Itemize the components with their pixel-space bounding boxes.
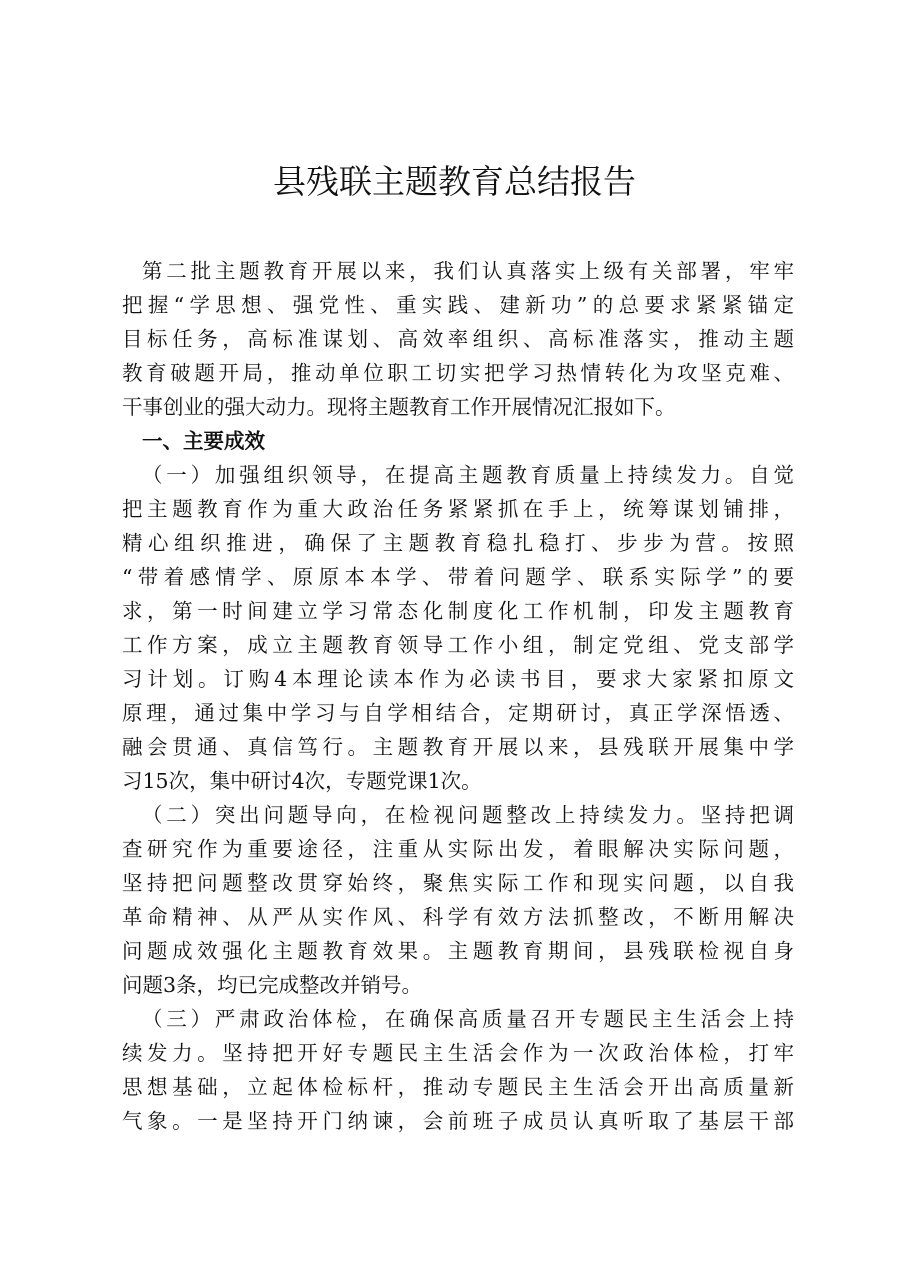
paragraph-line: （三）严肃政治体检，在确保高质量召开专题民主生活会上持: [142, 1007, 794, 1031]
paragraph-line: 续发力。坚持把开好专题民主生活会作为一次政治体检，打牢: [122, 1041, 794, 1065]
paragraph-line: “带着感情学、原原本本学、带着问题学、联系实际学”的要: [122, 565, 794, 589]
paragraph-line: 工作方案，成立主题教育领导工作小组，制定党组、党支部学: [122, 633, 794, 657]
paragraph-line: 习计划。订购4本理论读本作为必读书目，要求大家紧扣原文: [122, 667, 794, 691]
paragraph-line: （二）突出问题导向，在检视问题整改上持续发力。坚持把调: [142, 803, 794, 827]
paragraph-line: 融会贯通、真信笃行。主题教育开展以来，县残联开展集中学: [122, 735, 794, 759]
paragraph-line: 问题成效强化主题教育效果。主题教育期间，县残联检视自身: [122, 939, 794, 963]
paragraph-line: 问题3条，均已完成整改并销号。: [122, 973, 423, 997]
paragraph-line: 求，第一时间建立学习常态化制度化工作机制，印发主题教育: [122, 599, 794, 623]
paragraph-line: 把主题教育作为重大政治任务紧紧抓在手上，统筹谋划铺排，: [122, 497, 794, 521]
paragraph-line: 目标任务，高标准谋划、高效率组织、高标准落实，推动主题: [122, 327, 794, 351]
document-title: 县残联主题教育总结报告: [273, 162, 636, 201]
paragraph-line: 思想基础，立起体检标杆，推动专题民主生活会开出高质量新: [122, 1075, 794, 1099]
paragraph-line: 把握“学思想、强党性、重实践、建新功”的总要求紧紧锚定: [122, 293, 794, 317]
paragraph-line: 精心组织推进，确保了主题教育稳扎稳打、步步为营。按照: [122, 531, 794, 555]
document-body: [122, 254, 822, 1138]
section-heading: 一、主要成效: [142, 429, 265, 453]
paragraph-line: 习15次，集中研讨4次，专题党课1次。: [122, 769, 482, 793]
paragraph-line: 原理，通过集中学习与自学相结合，定期研讨，真正学深悟透、: [122, 701, 794, 725]
paragraph-line: 查研究作为重要途径，注重从实际出发，着眼解决实际问题，: [122, 837, 794, 861]
paragraph-line: 第二批主题教育开展以来，我们认真落实上级有关部署，牢牢: [142, 259, 794, 283]
paragraph-line: 气象。一是坚持开门纳谏，会前班子成员认真听取了基层干部: [122, 1109, 794, 1133]
paragraph-line: （一）加强组织领导，在提高主题教育质量上持续发力。自觉: [142, 463, 794, 487]
paragraph-line: 坚持把问题整改贯穿始终，聚焦实际工作和现实问题，以自我: [122, 871, 794, 895]
paragraph-line: 干事创业的强大动力。现将主题教育工作开展情况汇报如下。: [122, 395, 676, 419]
paragraph-line: 教育破题开局，推动单位职工切实把学习热情转化为攻坚克难、: [122, 361, 794, 385]
paragraph-line: 革命精神、从严从实作风、科学有效方法抓整改，不断用解决: [122, 905, 794, 929]
